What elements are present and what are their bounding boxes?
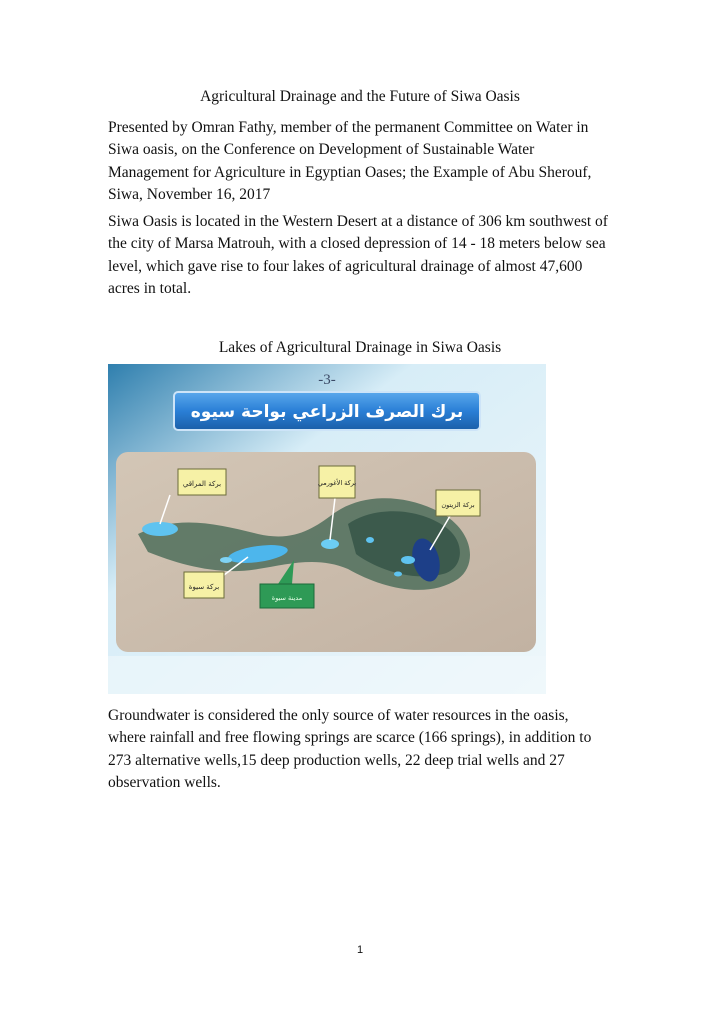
groundwater-paragraph: Groundwater is considered the only source of water resources in the oasis, where rainfall and free flowing springs are scarce (166 springs), in addition to 273 alternative wells,15 deep production wells, 22 deep trial wells and 27 observation wells.: [108, 707, 592, 792]
siwa-lakes-figure: [108, 364, 546, 694]
lake-maraqi: [142, 522, 178, 536]
slide-number: -3-: [318, 372, 336, 388]
callout-maraqi-label: بركة المراقي: [182, 480, 222, 488]
intro-paragraph: Presented by Omran Fathy, member of the permanent Committee on Water in Siwa oasis, on the Conference on Development of Sustainable Water Management for Agriculture in Egyptian Oases; the Example of Abu Sherouf, Siwa, November 16, 2017: [108, 119, 592, 204]
lake-aghormi: [321, 539, 339, 549]
callout-city-label: مدينة سيوة: [271, 594, 303, 602]
callout-aghormi-label: بركة الأغورمي: [317, 479, 357, 487]
banner-title: برك الصرف الزراعي بواحة سيوه: [190, 402, 464, 422]
figure-caption: Lakes of Agricultural Drainage in Siwa Oasis: [218, 339, 502, 356]
location-paragraph: Siwa Oasis is located in the Western Desert at a distance of 306 km southwest of the city of Marsa Matrouh, with a closed depression of 14 - 18 meters below sea level, which gave rise to four lakes of agricultural drainage of almost 47,600 acres in total.: [108, 213, 608, 298]
document-title: Agricultural Drainage and the Future of Siwa Oasis: [200, 88, 520, 105]
callout-zeitoun-label: بركة الزيتون: [441, 501, 475, 509]
callout-siwa-label: بركة سيوة: [188, 583, 220, 591]
siwa-map-image: [108, 364, 546, 694]
page-number: 1: [356, 944, 364, 956]
